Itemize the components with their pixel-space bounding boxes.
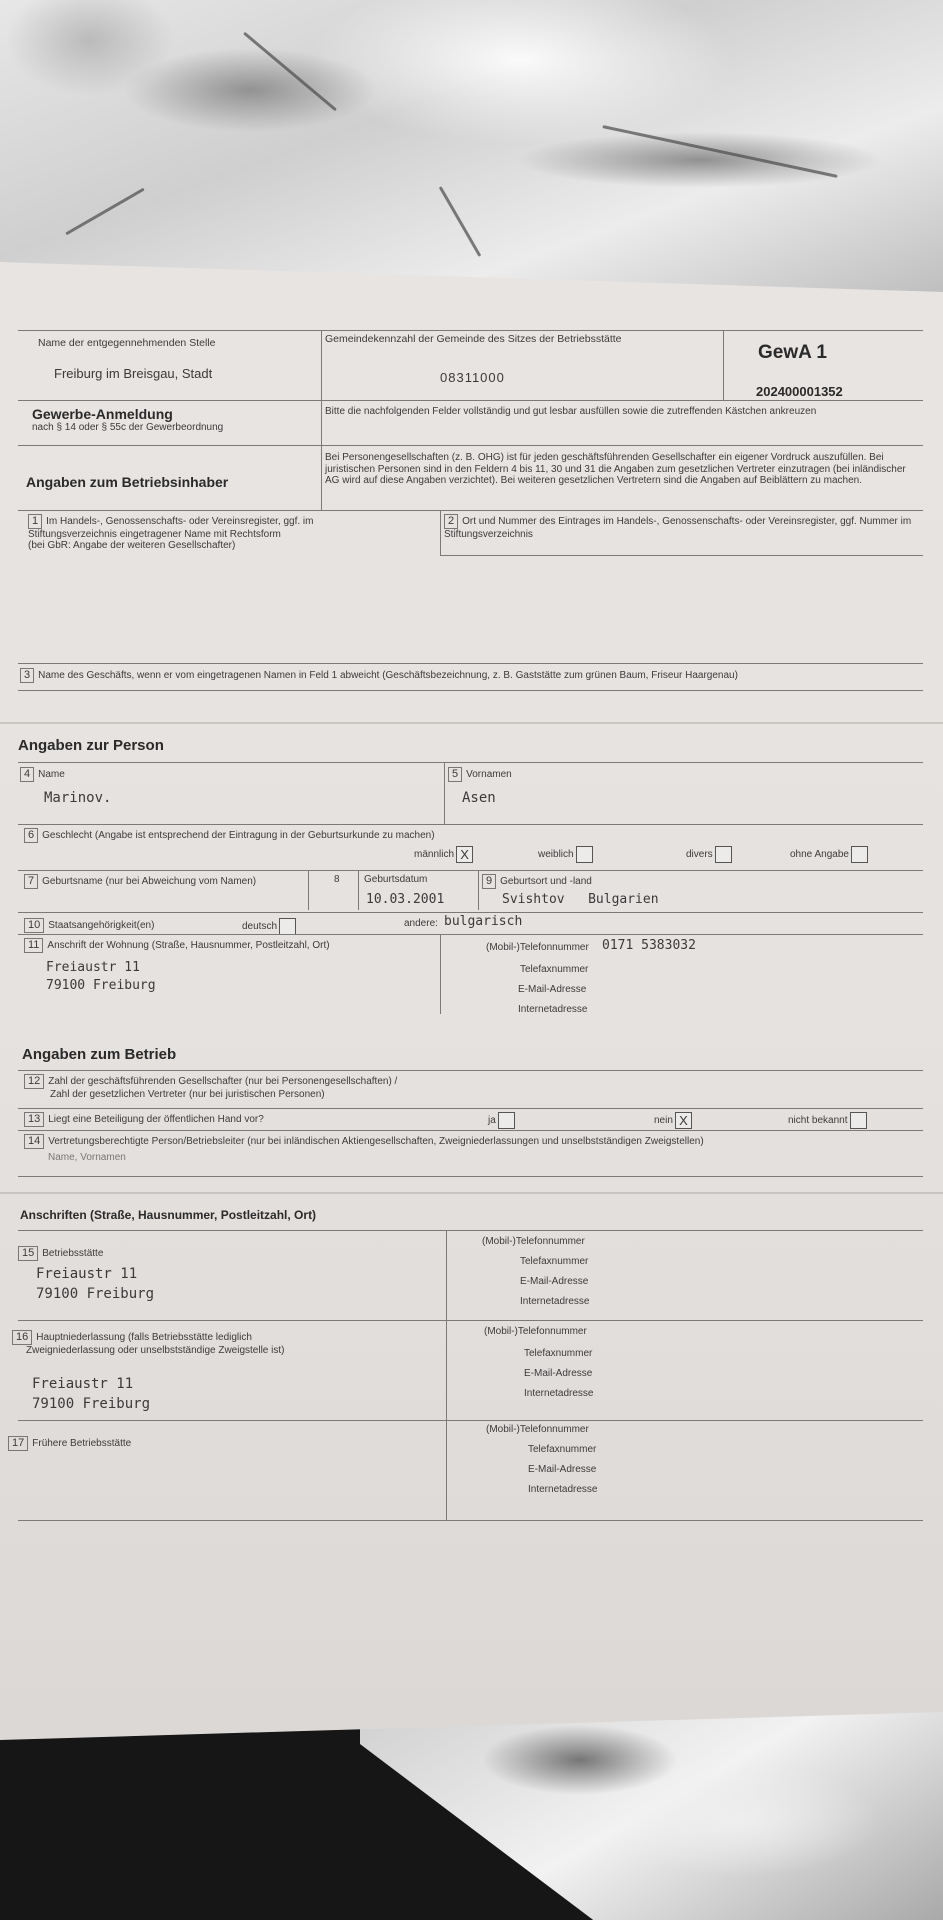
marble-background-top: [0, 0, 943, 300]
field-16-number: 16: [12, 1330, 32, 1345]
field-17: [8, 1436, 131, 1451]
field-17-number: 17: [8, 1436, 28, 1451]
field-3-label: Name des Geschäfts, wenn er vom eingetragenen Namen in Feld 1 abweicht (Geschäftsbezeichnung, z. B. Gaststätte zum grünen Baum, Friseur Haargenau): [38, 670, 738, 681]
field-12-label: Zahl der geschäftsführenden Gesellschafter (nur bei Personengesellschaften) /: [48, 1076, 398, 1087]
field-14-number: 14: [24, 1134, 44, 1149]
field-10-label: Staatsangehörigkeit(en): [48, 920, 155, 931]
nationality-german-option[interactable]: deutsch: [242, 918, 296, 935]
f15-phone-label: (Mobil-)Telefonnummer: [482, 1236, 585, 1247]
betrieb-section-title: Angaben zum Betrieb: [22, 1046, 177, 1063]
field-1-label: Im Handels-, Genossenschafts- oder Vereinsregister, ggf. im Stiftungsverzeichnis eingetragener Name mit Rechtsform: [28, 516, 314, 540]
nationality-other-value[interactable]: bulgarisch: [444, 914, 523, 929]
field-10: [24, 918, 154, 933]
gender-female-option[interactable]: weiblich: [538, 846, 593, 863]
field-6-number: 6: [24, 828, 38, 843]
field-5: [448, 767, 512, 782]
field-14-sub: Name, Vornamen: [48, 1152, 126, 1163]
gender-male-option[interactable]: männlich X: [414, 846, 473, 863]
field-1-sub: (bei GbR: Angabe der weiteren Gesellschafter): [28, 540, 236, 552]
public-unknown-option[interactable]: nicht bekannt: [788, 1112, 867, 1129]
public-unknown-checkbox[interactable]: [850, 1112, 867, 1129]
field-15: [18, 1246, 103, 1261]
f17-fax-label: Telefaxnummer: [528, 1444, 597, 1455]
field-3-number: 3: [20, 668, 34, 683]
field-5-number: 5: [448, 767, 462, 782]
vornamen-value[interactable]: Asen: [462, 790, 496, 806]
field-9-number: 9: [482, 874, 496, 889]
field-14: [24, 1134, 919, 1149]
gender-diverse-option[interactable]: divers: [686, 846, 732, 863]
f17-phone-label: (Mobil-)Telefonnummer: [486, 1424, 589, 1435]
residence-street[interactable]: Freiaustr 11: [46, 960, 140, 975]
nationality-other-label: andere:: [404, 918, 438, 929]
field-2-label: Ort und Nummer des Eintrages im Handels-, Genossenschafts- oder Vereinsregister, ggf. Nummer im Stiftungsverzeichnis: [444, 516, 912, 540]
form-number: 202400001352: [756, 384, 843, 399]
form-title-sub: nach § 14 oder § 55c der Gewerbeordnung: [32, 422, 224, 433]
f15-email-label: E-Mail-Adresse: [520, 1276, 589, 1287]
f16-email-label: E-Mail-Adresse: [524, 1368, 593, 1379]
birthplace-value[interactable]: Svishtov Bulgarien: [502, 892, 659, 907]
hauptniederlassung-city[interactable]: 79100 Freiburg: [32, 1396, 151, 1412]
field-11: [24, 938, 330, 953]
gender-female-checkbox[interactable]: [576, 846, 593, 863]
field-4-number: 4: [20, 767, 34, 782]
field-15-number: 15: [18, 1246, 38, 1261]
gender-none-checkbox[interactable]: [851, 846, 868, 863]
field-6-label: Geschlecht (Angabe ist entsprechend der Eintragung in der Geburtsurkunde zu machen): [42, 830, 435, 841]
name-value[interactable]: Marinov.: [44, 790, 112, 806]
f16-fax-label: Telefaxnummer: [524, 1348, 593, 1359]
f17-web-label: Internetadresse: [528, 1484, 598, 1495]
gender-male-checkbox[interactable]: X: [456, 846, 473, 863]
field-7-label: Geburtsname (nur bei Abweichung vom Namen): [42, 876, 257, 887]
field-13-label: Liegt eine Beteiligung der öffentlichen Hand vor?: [48, 1114, 264, 1125]
instruction-text: Bitte die nachfolgenden Felder vollständig und gut lesbar ausfüllen sowie die zutreffenden Kästchen ankreuzen: [325, 406, 817, 417]
f16-phone-label: (Mobil-)Telefonnummer: [484, 1326, 587, 1337]
field-5-label: Vornamen: [466, 769, 512, 780]
field-12-sub: Zahl der gesetzlichen Vertreter (nur bei juristischen Personen): [50, 1088, 325, 1100]
public-yes-option[interactable]: ja: [488, 1112, 515, 1129]
gender-diverse-checkbox[interactable]: [715, 846, 732, 863]
gender-none-option[interactable]: ohne Angabe: [790, 846, 868, 863]
field-7-number: 7: [24, 874, 38, 889]
public-yes-checkbox[interactable]: [498, 1112, 515, 1129]
residence-email-label: E-Mail-Adresse: [518, 984, 587, 995]
field-12-number: 12: [24, 1074, 44, 1089]
birthdate-value[interactable]: 10.03.2001: [366, 892, 445, 907]
field-1-number: 1: [28, 514, 42, 529]
field-14-label: Vertretungsberechtigte Person/Betriebsleiter (nur bei inländischen Aktiengesellschaften, Zweigniederlassungen und unselbstständigen Zweigstellen): [48, 1136, 704, 1147]
field-2: [444, 514, 914, 540]
field-13: [24, 1112, 264, 1127]
form-code: GewA 1: [758, 342, 827, 363]
field-16-sub: Zweigniederlassung oder unselbstständige Zweigstelle ist): [26, 1344, 285, 1356]
field-17-label: Frühere Betriebsstätte: [32, 1438, 132, 1449]
hauptniederlassung-street[interactable]: Freiaustr 11: [32, 1376, 134, 1392]
betriebsstaette-street[interactable]: Freiaustr 11: [36, 1266, 138, 1282]
field-8-number: 8: [334, 874, 340, 885]
residence-phone-value[interactable]: 0171 5383032: [602, 938, 696, 953]
receiver-label: Name der entgegennehmenden Stelle: [38, 337, 216, 349]
field-15-label: Betriebsstätte: [42, 1248, 104, 1259]
residence-city[interactable]: 79100 Freiburg: [46, 978, 156, 993]
field-10-number: 10: [24, 918, 44, 933]
field-9: [482, 874, 592, 889]
receiver-value: Freiburg im Breisgau, Stadt: [54, 366, 213, 381]
f15-web-label: Internetadresse: [520, 1296, 590, 1307]
field-3: [20, 668, 920, 683]
field-8-label: Geburtsdatum: [364, 874, 428, 885]
field-16-label: Hauptniederlassung (falls Betriebsstätte lediglich: [36, 1332, 252, 1343]
field-11-number: 11: [24, 938, 43, 953]
gemeinde-value: 08311000: [440, 370, 505, 385]
inhaber-section-title: Angaben zum Betriebsinhaber: [26, 474, 229, 490]
inhaber-note: Bei Personengesellschaften (z. B. OHG) ist für jeden geschäftsführenden Gesellschafter ein eigener Vordruck auszufüllen. Bei juristischen Personen sind in den Feldern 4 bis 11, 30 und 31 die Angaben zum gesetzlichen Vertreter einzutragen (bei inländischer AG wird auf diese Angaben verzichtet). Bei weiteren gesetzlichen Vertretern sind die Angaben auf Beiblättern zu machen.: [325, 452, 906, 486]
f17-email-label: E-Mail-Adresse: [528, 1464, 597, 1475]
gemeinde-label: Gemeindekennzahl der Gemeinde des Sitzes der Betriebsstätte: [325, 333, 622, 345]
field-2-number: 2: [444, 514, 458, 529]
f15-fax-label: Telefaxnummer: [520, 1256, 589, 1267]
public-no-checkbox[interactable]: X: [675, 1112, 692, 1129]
public-no-option[interactable]: nein X: [654, 1112, 692, 1129]
nationality-german-checkbox[interactable]: [279, 918, 296, 935]
field-4: [20, 767, 65, 782]
field-7: [24, 874, 256, 889]
field-12: [24, 1074, 397, 1100]
field-16: [12, 1330, 284, 1356]
f16-web-label: Internetadresse: [524, 1388, 594, 1399]
residence-phone-label: (Mobil-)Telefonnummer: [486, 942, 589, 953]
residence-web-label: Internetadresse: [518, 1004, 588, 1015]
person-section-title: Angaben zur Person: [18, 737, 164, 754]
field-11-label: Anschrift der Wohnung (Straße, Hausnummer, Postleitzahl, Ort): [47, 940, 330, 951]
field-6: [24, 828, 435, 843]
betriebsstaette-city[interactable]: 79100 Freiburg: [36, 1286, 155, 1302]
form-title: Gewerbe-Anmeldung: [32, 406, 173, 422]
field-4-label: Name: [38, 769, 65, 780]
field-13-number: 13: [24, 1112, 44, 1127]
field-1: [28, 514, 368, 552]
field-9-label: Geburtsort und -land: [500, 876, 592, 887]
residence-fax-label: Telefaxnummer: [520, 964, 589, 975]
anschriften-section-title: Anschriften (Straße, Hausnummer, Postleitzahl, Ort): [20, 1208, 317, 1222]
